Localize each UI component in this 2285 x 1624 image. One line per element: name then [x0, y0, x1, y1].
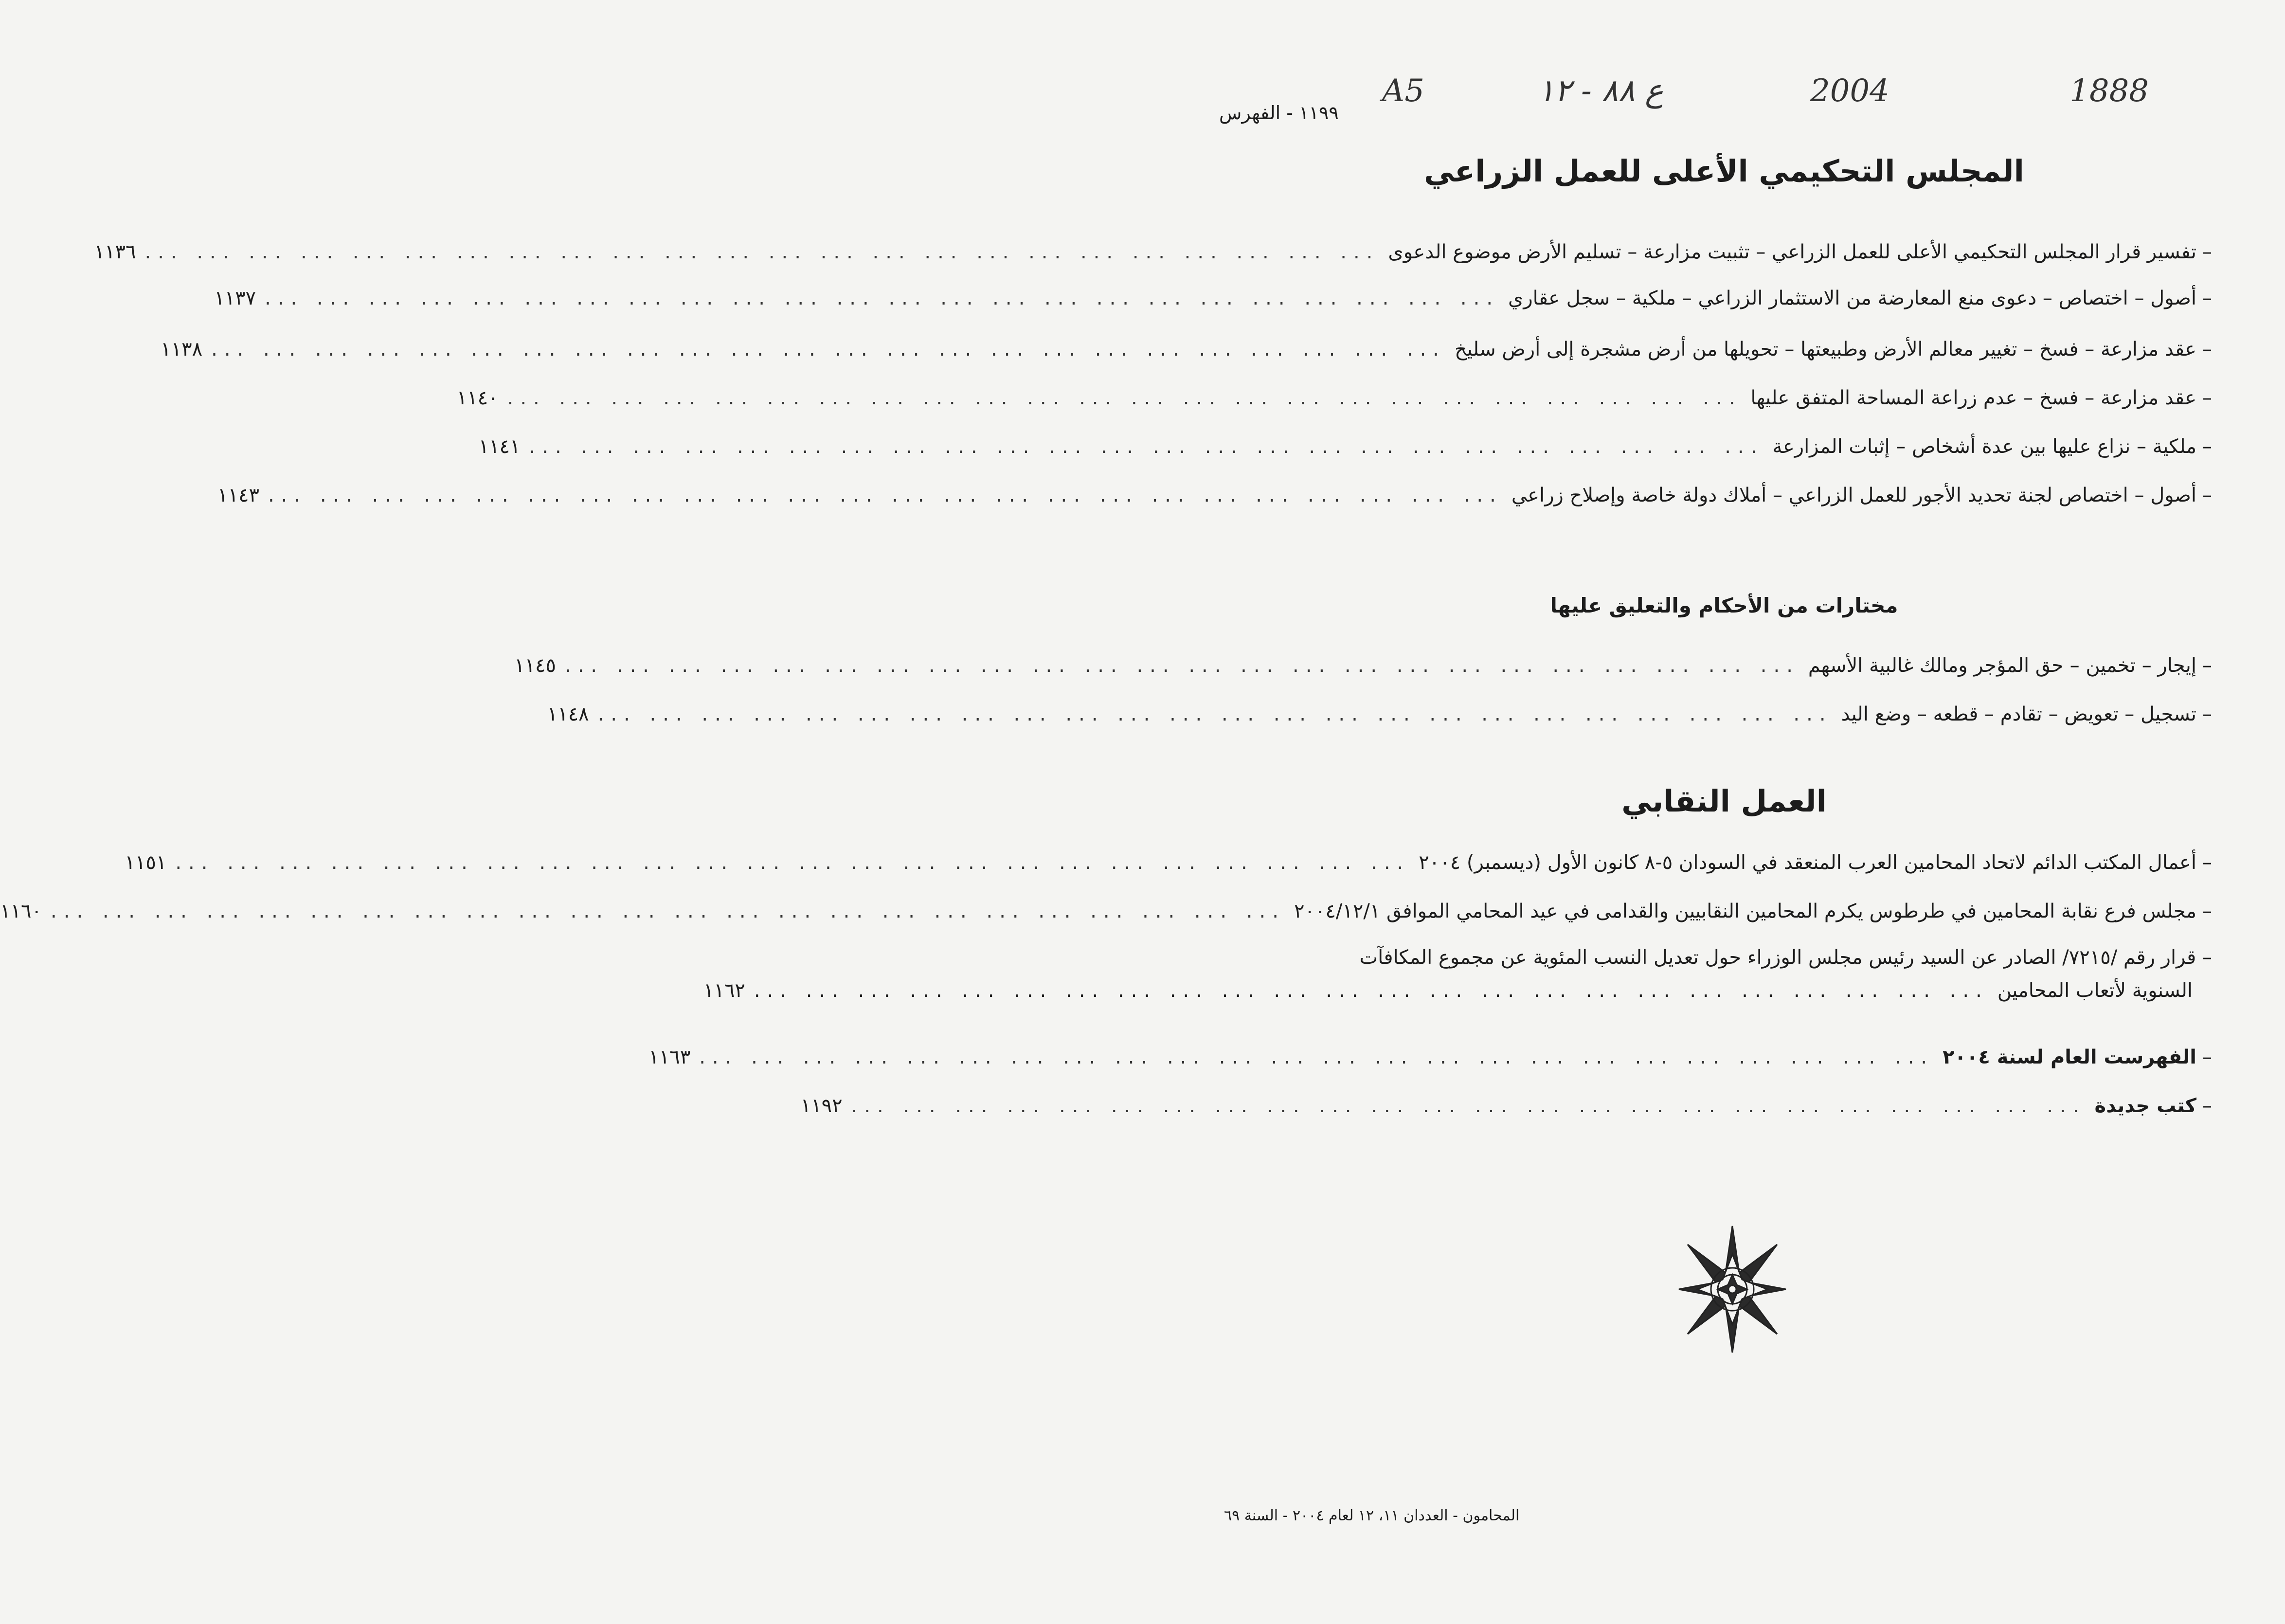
entry-page: ١١٦٢: [703, 979, 745, 1002]
dot-leader: ... ... ... ... ... ... ... ... ... ... ... ... ... ... ... ... ... ... ... ... ... ... ... ...: [211, 338, 1446, 361]
entry-text: تسجيل – تعويض – تقادم – قطعه – وضع اليد: [1841, 703, 2196, 725]
dot-leader: ... ... ... ... ... ... ... ... ... ... ... ... ... ... ... ... ... ... ... ... ... ... ... ...: [175, 851, 1410, 874]
entry-dash: –: [2202, 654, 2212, 677]
entry-dash: –: [2202, 703, 2212, 725]
entry-page: ١١٤٣: [217, 484, 259, 506]
toc-entry[interactable]: [161, 338, 2212, 361]
toc-entry-multiline[interactable]: [703, 946, 2212, 1002]
running-header: ١١٩٩ - الفهرس: [1219, 102, 1339, 124]
entry-text-continued: السنوية لأتعاب المحامين: [1997, 979, 2193, 1002]
entry-page: ١١٦٠: [0, 900, 42, 922]
entry-text: الفهرست العام لسنة ٢٠٠٤: [1943, 1046, 2196, 1068]
entry-dash: –: [2202, 338, 2212, 361]
toc-entry[interactable]: [456, 387, 2212, 409]
entry-page: ١١٣٦: [94, 241, 136, 263]
dot-leader: ... ... ... ... ... ... ... ... ... ... ... ... ... ... ... ... ... ... ... ... ... ... ... ...: [754, 979, 1989, 1002]
entry-page: ١١٥١: [125, 851, 167, 874]
dot-leader: ... ... ... ... ... ... ... ... ... ... ... ... ... ... ... ... ... ... ... ... ... ... ... ...: [699, 1046, 1934, 1068]
section-title-union-work: العمل النقابي: [1621, 783, 1827, 819]
toc-entry[interactable]: [217, 484, 2212, 506]
dot-leader: ... ... ... ... ... ... ... ... ... ... ... ... ... ... ... ... ... ... ... ... ... ... ... ...: [51, 900, 1285, 922]
toc-entry[interactable]: [478, 435, 2212, 458]
entry-text: عقد مزارعة – فسخ – عدم زراعة المساحة المتفق عليها: [1750, 387, 2196, 409]
star-ornament-icon: [1676, 1224, 1788, 1355]
entry-page: ١١٣٧: [214, 287, 256, 309]
toc-entry[interactable]: [547, 703, 2212, 725]
entry-page: ١١٤١: [478, 435, 521, 458]
entry-dash: –: [2202, 287, 2212, 309]
dot-leader: ... ... ... ... ... ... ... ... ... ... ... ... ... ... ... ... ... ... ... ... ... ... ... ...: [507, 387, 1742, 409]
entry-line-2: [703, 979, 2212, 1002]
toc-entry[interactable]: [94, 241, 2212, 263]
entry-dash: –: [2202, 241, 2212, 263]
dot-leader: ... ... ... ... ... ... ... ... ... ... ... ... ... ... ... ... ... ... ... ... ... ... ... ...: [597, 703, 1833, 725]
entry-line-1: [1226, 946, 2212, 969]
toc-entry[interactable]: [0, 900, 2212, 922]
entry-page: ١١٩٢: [800, 1095, 843, 1117]
entry-page: ١١٣٨: [161, 338, 203, 361]
entry-text: مجلس فرع نقابة المحامين في طرطوس يكرم المحامين النقابيين والقدامى في عيد المحامي الموافق ٢٠٠٤/١٢/١: [1294, 900, 2196, 922]
toc-entry[interactable]: [125, 851, 2212, 874]
handwritten-mark-3: ع ٨٨ - ١٢: [1538, 73, 1664, 109]
dot-leader: ... ... ... ... ... ... ... ... ... ... ... ... ... ... ... ... ... ... ... ... ... ... ... ...: [268, 484, 1503, 506]
section-title-agricultural-council: المجلس التحكيمي الأعلى للعمل الزراعي: [1424, 153, 2024, 189]
entry-page: ١١٤٠: [456, 387, 499, 409]
entry-text: قرار رقم /٧٢١٥/ الصادر عن السيد رئيس مجلس الوزراء حول تعديل النسب المئوية عن مجموع المكافآت: [1359, 946, 2196, 969]
entry-page: ١١٤٥: [514, 654, 556, 677]
dot-leader: ... ... ... ... ... ... ... ... ... ... ... ... ... ... ... ... ... ... ... ... ... ... ... ...: [144, 241, 1380, 263]
entry-dash: –: [2202, 851, 2212, 874]
entry-dash: –: [2202, 435, 2212, 458]
dot-leader: ... ... ... ... ... ... ... ... ... ... ... ... ... ... ... ... ... ... ... ... ... ... ... ...: [851, 1095, 2086, 1117]
dot-leader: ... ... ... ... ... ... ... ... ... ... ... ... ... ... ... ... ... ... ... ... ... ... ... ...: [265, 287, 1500, 309]
entry-text: عقد مزارعة – فسخ – تغيير معالم الأرض وطبيعتها – تحويلها من أرض مشجرة إلى أرض سليخ: [1455, 338, 2196, 361]
dot-leader: ... ... ... ... ... ... ... ... ... ... ... ... ... ... ... ... ... ... ... ... ... ... ... ...: [529, 435, 1764, 458]
toc-entry[interactable]: [800, 1095, 2212, 1117]
entry-text: أصول – اختصاص – دعوى منع المعارضة من الاستثمار الزراعي – ملكية – سجل عقاري: [1508, 287, 2196, 309]
section-title-selected-rulings: مختارات من الأحكام والتعليق عليها: [1550, 594, 1898, 617]
entry-dash: –: [2202, 1046, 2212, 1068]
toc-entry[interactable]: [214, 287, 2212, 309]
page-footer: المحامون - العددان ١١، ١٢ لعام ٢٠٠٤ - السنة ٦٩: [1224, 1507, 1520, 1524]
entry-dash: –: [2202, 484, 2212, 506]
entry-page: ١١٤٨: [547, 703, 589, 725]
entry-dash: –: [2202, 946, 2212, 969]
entry-dash: –: [2202, 900, 2212, 922]
entry-text: إيجار – تخمين – حق المؤجر ومالك غالبية الأسهم: [1808, 654, 2196, 677]
handwritten-mark-4: A5: [1382, 73, 1424, 109]
entry-page: ١١٦٣: [648, 1046, 691, 1068]
entry-text: أعمال المكتب الدائم لاتحاد المحامين العرب المنعقد في السودان ٥-٨ كانون الأول (ديسمبر) ٢٠٠٤: [1419, 851, 2196, 874]
entry-text: كتب جديدة: [2094, 1095, 2196, 1117]
toc-entry[interactable]: [514, 654, 2212, 677]
entry-text: تفسير قرار المجلس التحكيمي الأعلى للعمل الزراعي – تثبيت مزارعة – تسليم الأرض موضوع الدعوى: [1388, 241, 2196, 263]
handwritten-mark-1: 1888: [2069, 73, 2149, 109]
entry-text: أصول – اختصاص لجنة تحديد الأجور للعمل الزراعي – أملاك دولة خاصة وإصلاح زراعي: [1511, 484, 2196, 506]
dot-leader: ... ... ... ... ... ... ... ... ... ... ... ... ... ... ... ... ... ... ... ... ... ... ... ...: [565, 654, 1799, 677]
entry-text: ملكية – نزاع عليها بين عدة أشخاص – إثبات المزارعة: [1772, 435, 2196, 458]
handwritten-mark-2: 2004: [1810, 73, 1889, 109]
toc-entry[interactable]: [648, 1046, 2212, 1068]
entry-dash: –: [2202, 387, 2212, 409]
entry-dash: –: [2202, 1095, 2212, 1117]
